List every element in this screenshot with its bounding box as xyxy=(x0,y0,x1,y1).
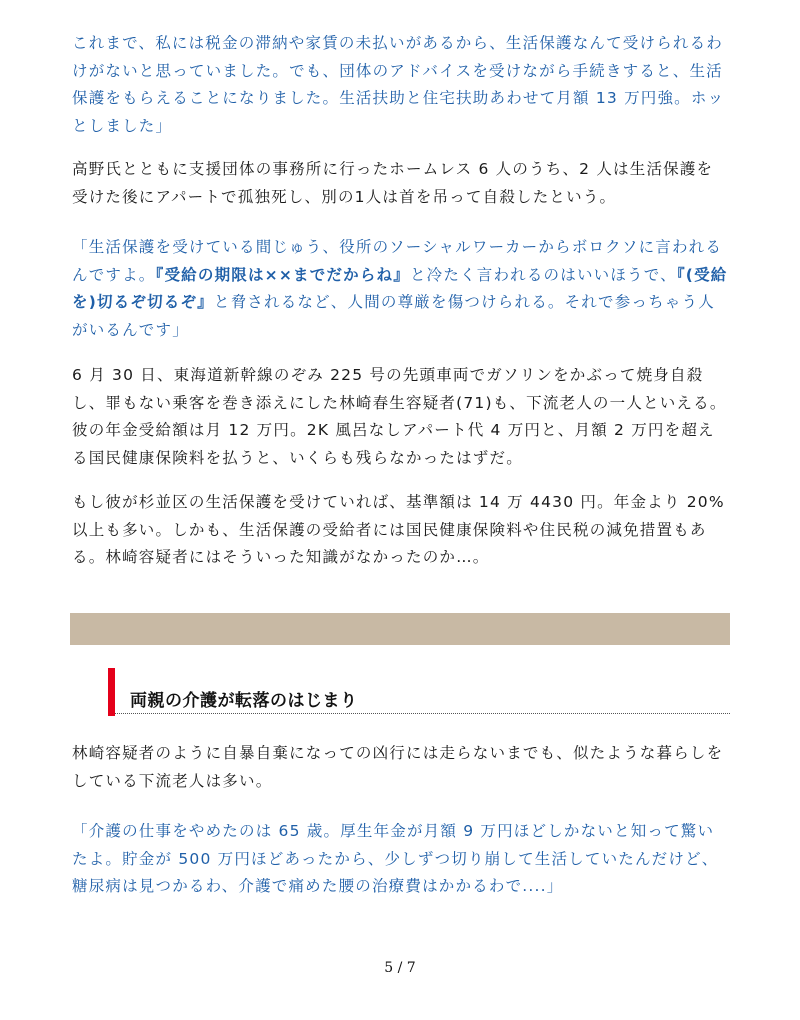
body-paragraph-4: 6 月 30 日、東海道新幹線のぞみ 225 号の先頭車両でガソリンをかぶって焼身自殺し、罪もない乗客を巻き添えにした林崎春生容疑者(71)も、下流老人の一人といえる。彼の年金受給額は月 12 万円。2K 風呂なしアパート代 4 万円と、月額 2 万円を超える国民健康保険料を払うと、いくらも残らなかったはずだ。 xyxy=(72,366,727,467)
quote-paragraph-1: これまで、私には税金の滞納や家賃の未払いがあるから、生活保護なんて受けられるわけがないと思っていました。でも、団体のアドバイスを受けながら手続きすると、生活保護をもらえることになりました。生活扶助と住宅扶助あわせて月額 13 万円強。ホッとしました」 xyxy=(72,34,725,135)
section-heading-text: 両親の介護が転落のはじまり xyxy=(130,691,358,711)
body-paragraph-5: もし彼が杉並区の生活保護を受けていれば、基準額は 14 万 4430 円。年金より 20%以上も多い。しかも、生活保護の受給者には国民健康保険料や住民税の減免措置もある。林崎容疑者にはそういった知識がなかったのか…。 xyxy=(72,493,725,566)
quote-text: と脅されるなど、人間の尊厳を傷つけられる。それで参っちゃう人がいるんです」 xyxy=(72,293,715,339)
quote-text: と冷たく言われるのはいいほうで、 xyxy=(409,265,677,284)
section-divider-band xyxy=(70,613,730,645)
body-paragraph-6: 林崎容疑者のように自暴自棄になっての凶行には走らないまでも、似たような暮らしをしている下流老人は多い。 xyxy=(72,744,724,790)
emphasis-quote: 『受給の期限は××までだからね』 xyxy=(155,265,410,284)
quote-text: 「生活保護を受けている間じゅう、役所のソーシャルワーカーからボロクソに言われるんですよ。 xyxy=(72,238,723,284)
page-number: 5 / 7 xyxy=(384,960,416,976)
heading-dotted-underline xyxy=(115,713,730,714)
quote-paragraph-7: 「介護の仕事をやめたのは 65 歳。厚生年金が月額 9 万円ほどしかないと知って驚いたよ。貯金が 500 万円ほどあったから、少しずつ切り崩して生活していたんだけど、糖尿病は見つかるわ、介護で痛めた腰の治療費はかかるわで....」 xyxy=(72,822,719,895)
body-paragraph-2: 高野氏とともに支援団体の事務所に行ったホームレス 6 人のうち、2 人は生活保護を受けた後にアパートで孤独死し、別の1人は首を吊って自殺したという。 xyxy=(72,160,714,206)
heading-accent-bar xyxy=(108,668,115,716)
section-heading xyxy=(108,668,730,716)
emphasis-quote: 『(受給を)切るぞ切るぞ』 xyxy=(72,265,728,311)
quote-paragraph-3 xyxy=(72,234,728,344)
